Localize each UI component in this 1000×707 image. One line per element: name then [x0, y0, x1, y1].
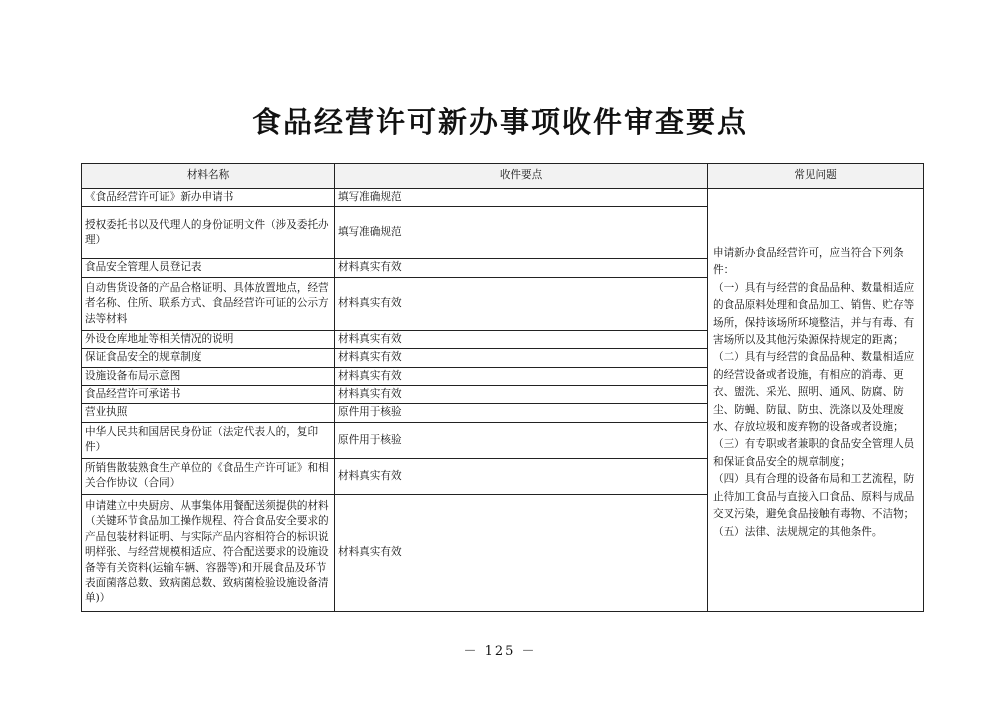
review-table — [81, 163, 924, 612]
material-name: 授权委托书以及代理人的身份证明文件（涉及委托办理） — [82, 207, 335, 259]
material-name: 食品经营许可承诺书 — [82, 386, 335, 404]
review-point: 材料真实有效 — [335, 386, 708, 404]
material-name: 食品安全管理人员登记表 — [82, 259, 335, 277]
issue-text: （二）具有与经营的食品品种、数量相适应的经营设备或者设施，有相应的消毒、更衣、盥洗、采光、照明、通风、防腐、防尘、防蝇、防鼠、防虫、洗涤以及处理废水、存放垃圾和废弃物的设备或者设施； — [713, 351, 915, 434]
page-number: － 125 － — [463, 644, 537, 659]
review-point: 填写准确规范 — [335, 207, 708, 259]
material-name: 《食品经营许可证》新办申请书 — [82, 189, 335, 207]
review-point: 材料真实有效 — [335, 330, 708, 348]
issue-text: （一）具有与经营的食品品种、数量相适应的食品原料处理和食品加工、销售、贮存等场所，保持该场所环境整洁，并与有毒、有害场所以及其他污染源保持规定的距离； — [713, 281, 915, 347]
common-issues-cell — [708, 189, 924, 612]
review-point: 材料真实有效 — [335, 494, 708, 611]
review-point: 材料真实有效 — [335, 277, 708, 330]
header-issues: 常见问题 — [708, 164, 924, 189]
material-name: 所销售散装熟食生产单位的《食品生产许可证》和相关合作协议（合同） — [82, 458, 335, 494]
material-name: 中华人民共和国居民身份证（法定代表人的，复印件） — [82, 422, 335, 458]
review-point: 材料真实有效 — [335, 259, 708, 277]
issue-text: 申请新办食品经营许可，应当符合下列条件： — [713, 247, 904, 277]
review-point: 材料真实有效 — [335, 458, 708, 494]
material-name: 营业执照 — [82, 404, 335, 422]
header-point: 收件要点 — [335, 164, 708, 189]
material-name: 自动售货设备的产品合格证明、具体放置地点，经营者名称、住所、联系方式、食品经营许可证的公示方法等材料 — [82, 277, 335, 330]
table-row — [82, 189, 924, 207]
issue-text: （四）具有合理的设备布局和工艺流程，防止待加工食品与直接入口食品、原料与成品交叉污染，避免食品接触有毒物、不洁物； — [713, 473, 915, 521]
issue-text: （三）有专职或者兼职的食品安全管理人员和保证食品安全的规章制度； — [713, 438, 915, 468]
review-point: 原件用于核验 — [335, 404, 708, 422]
issue-text: （五）法律、法规规定的其他条件。 — [713, 525, 883, 538]
review-point: 原件用于核验 — [335, 422, 708, 458]
page-title: 食品经营许可新办事项收件审查要点 — [251, 105, 748, 139]
review-point: 材料真实有效 — [335, 349, 708, 367]
review-point: 材料真实有效 — [335, 367, 708, 385]
table-header-row — [82, 164, 924, 189]
material-name: 申请建立中央厨房、从事集体用餐配送须提供的材料（关键环节食品加工操作规程、符合食品安全要求的产品包装材料证明、与实际产品内容相符合的标识说明样张、与经营规模相适应、符合配送要求的设施设备等有关资料(运输车辆、容器等)和开展食品及环节表面菌落总数、致病菌总数、致病菌检验设施设备清单)） — [82, 494, 335, 611]
material-name: 保证食品安全的规章制度 — [82, 349, 335, 367]
material-name: 设施设备布局示意图 — [82, 367, 335, 385]
material-name: 外设仓库地址等相关情况的说明 — [82, 330, 335, 348]
header-material: 材料名称 — [82, 164, 335, 189]
review-point: 填写准确规范 — [335, 189, 708, 207]
